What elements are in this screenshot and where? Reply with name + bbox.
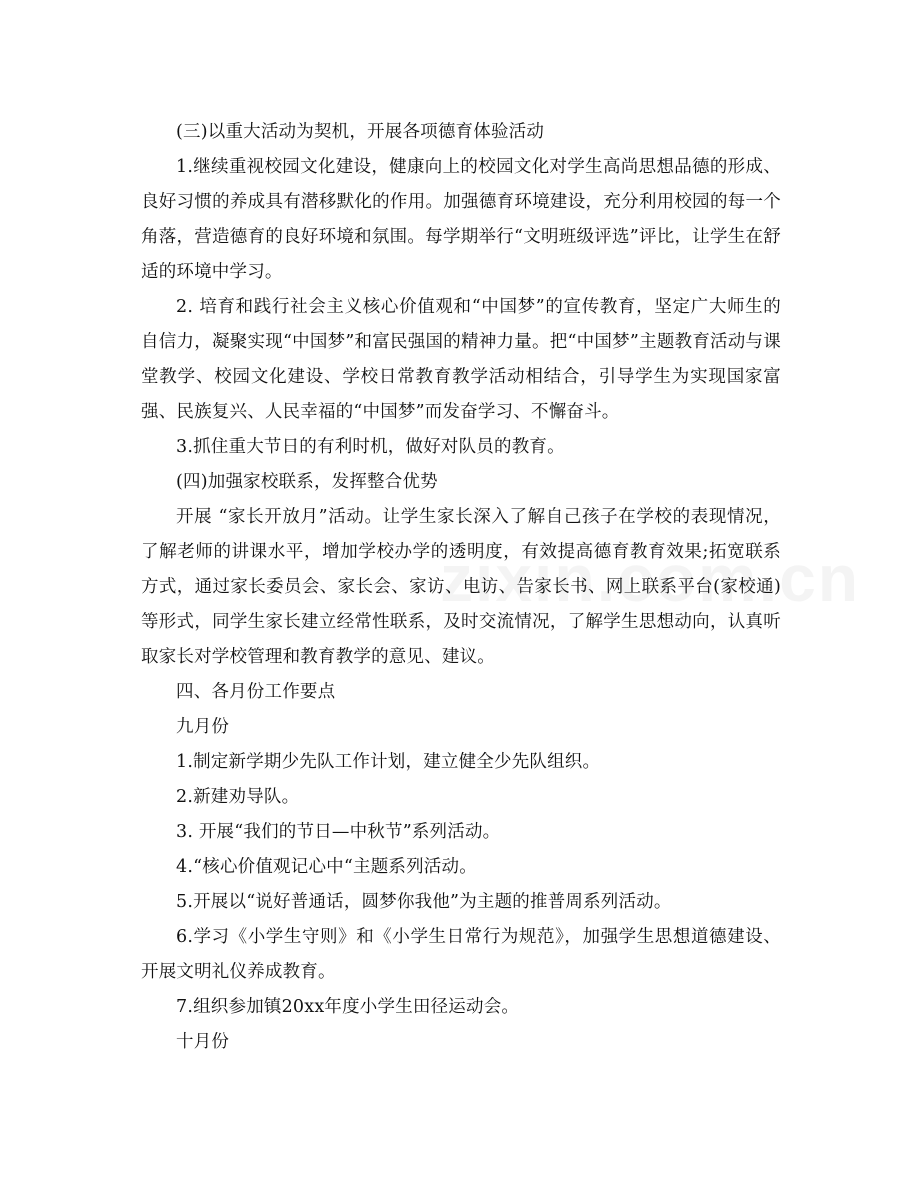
paragraph-festivals: 3.抓住重大节日的有利时机，做好对队员的教育。 [176, 437, 565, 457]
list-item: 4.“核心价值观记心中“主题系列活动。 [176, 857, 477, 877]
paragraph-parent-open-month: 开展 “家长开放月”活动。让学生家长深入了解自己孩子在学校的表现情况，了解老师的讲课水平，增加学校办学的透明度，有效提高德育教育效果;拓宽联系方式，通过家长委员会、家长会、家访、电访、告家长书、网上联系平台(家校通)等形式，同学生家长建立经常性联系，及时交流情况，了解学生思想动向，认真听取家长对学校管理和教育教学的意见、建议。 [141, 507, 781, 667]
list-item: 5.开展以“说好普通话，圆梦你我他”为主题的推普周系列活动。 [176, 892, 672, 912]
section-heading-home-school: (四)加强家校联系，发挥整合优势 [176, 472, 438, 492]
section-heading-monthly-points: 四、各月份工作要点 [176, 682, 336, 702]
document-body [141, 115, 781, 1060]
paragraph-campus-culture: 1.继续重视校园文化建设，健康向上的校园文化对学生高尚思想品德的形成、良好习惯的养成具有潜移默化的作用。加强德育环境建设，充分利用校园的每一个角落，营造德育的良好环境和氛围。每学期举行“文明班级评选”评比，让学生在舒适的环境中学习。 [141, 157, 781, 282]
list-item: 7.组织参加镇20xx年度小学生田径运动会。 [176, 997, 520, 1017]
section-heading-activities: (三)以重大活动为契机，开展各项德育体验活动 [176, 122, 545, 142]
list-item: 1.制定新学期少先队工作计划，建立健全少先队组织。 [176, 752, 601, 772]
list-item: 6.学习《小学生守则》和《小学生日常行为规范》，加强学生思想道德建设、开展文明礼仪养成教育。 [141, 927, 781, 982]
paragraph-china-dream: 2. 培育和践行社会主义核心价值观和“中国梦”的宣传教育，坚定广大师生的自信力，凝聚实现“中国梦”和富民强国的精神力量。把“中国梦”主题教育活动与课堂教学、校园文化建设、学校日常教育教学活动相结合，引导学生为实现国家富强、民族复兴、人民幸福的“中国梦”而发奋学习、不懈奋斗。 [141, 297, 781, 422]
month-heading-october: 十月份 [176, 1032, 230, 1052]
list-item: 2.新建劝导队。 [176, 787, 300, 807]
month-heading-september: 九月份 [176, 717, 230, 737]
list-item: 3. 开展“我们的节日—中秋节”系列活动。 [176, 822, 501, 842]
